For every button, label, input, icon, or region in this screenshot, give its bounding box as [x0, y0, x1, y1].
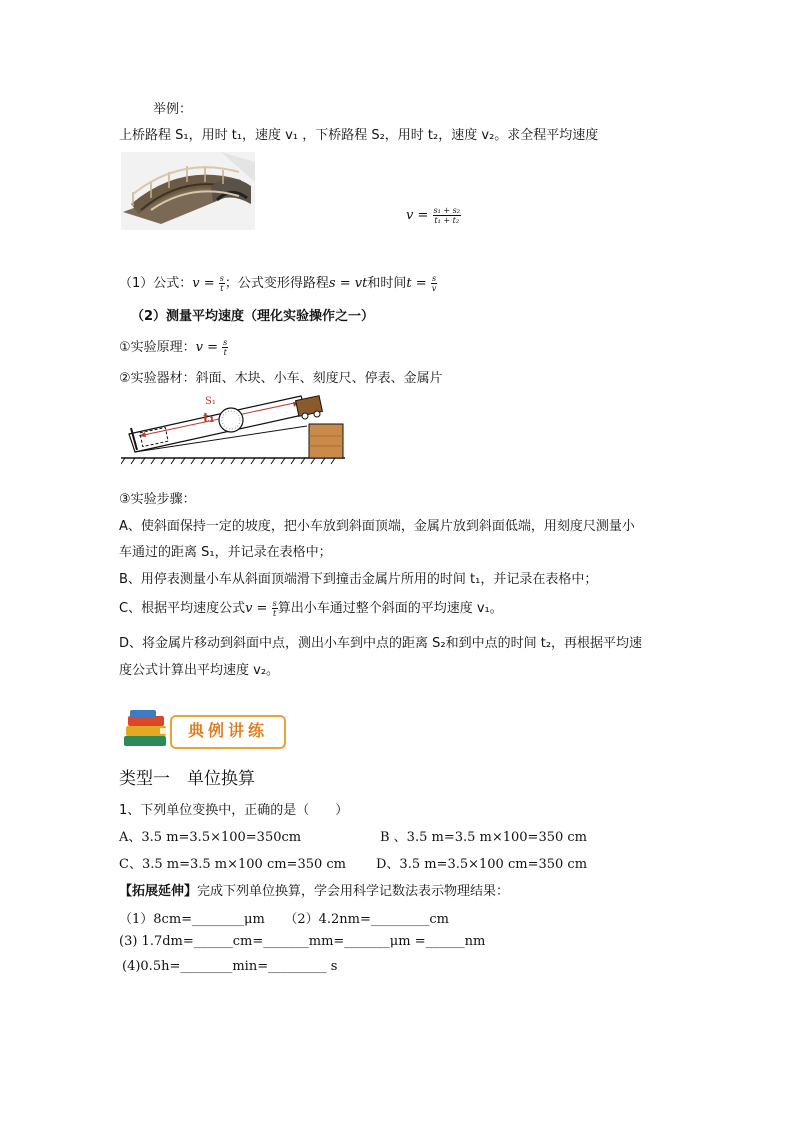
section1-v-eq: v =	[192, 276, 215, 291]
bridge-image	[121, 152, 255, 230]
principle-label: ①实验原理：	[119, 340, 196, 355]
section1-prefix: （1）公式：	[119, 276, 193, 291]
option-c: C、3.5 m=3.5 m×100 cm=350 cm	[119, 857, 346, 872]
step-c	[119, 597, 503, 618]
principle-num: s	[223, 338, 228, 347]
steps-label: ③实验步骤：	[119, 492, 196, 507]
example-problem: 上桥路程 S₁，用时 t₁，速度 v₁ ，下桥路程 S₂，用时 t₂，速度 v₂。求全程平均速度	[119, 128, 599, 143]
diagram-t1-label: t₁	[203, 411, 215, 426]
section2-title: （2）测量平均速度（理化实验操作之一）	[131, 309, 375, 324]
average-speed-formula	[406, 206, 461, 225]
principle-den: t	[223, 348, 227, 357]
principle-line	[119, 336, 228, 357]
formula-fraction	[433, 206, 461, 225]
step-c-num: s	[272, 599, 277, 608]
step-c-suffix: 算出小车通过整个斜面的平均速度 v₁。	[277, 601, 503, 616]
equipment-line: ②实验器材：斜面、木块、小车、刻度尺、停表、金属片	[119, 371, 443, 386]
step-a-line1: A、使斜面保持一定的坡度，把小车放到斜面顶端，金属片放到斜面低端，用刻度尺测量小	[119, 519, 635, 534]
step-b: B、用停表测量小车从斜面顶端滑下到撞击金属片所用的时间 t₁，并记录在表格中；	[119, 572, 598, 587]
books-icon	[120, 706, 172, 750]
type1-title: 类型一 单位换算	[119, 769, 255, 789]
formula-lhs: v =	[406, 208, 429, 223]
section1-v-num: s	[219, 274, 224, 283]
step-c-den: t	[273, 609, 277, 618]
step-d-line1: D、将金属片移动到斜面中点，测出小车到中点的距离 S₂和到中点的时间 t₂，再根据平均速	[119, 636, 643, 651]
section1-t-den: v	[431, 284, 437, 293]
section1-formula-line	[119, 272, 437, 293]
option-d: D、3.5 m=3.5×100 cm=350 cm	[376, 857, 588, 872]
banner-title: 典例讲练	[170, 715, 286, 749]
principle-eq: v =	[195, 340, 219, 355]
extension-line	[119, 880, 509, 899]
formula-numerator: s₁ + s₂	[433, 206, 460, 215]
step-d-line2: 度公式计算出平均速度 v₂。	[119, 663, 280, 678]
option-b: B 、3.5 m=3.5 m×100=350 cm	[380, 830, 587, 845]
section1-v-den: t	[220, 284, 224, 293]
section1-and-time: 和时间	[367, 276, 407, 291]
incline-diagram	[121, 392, 349, 466]
extension-text: 完成下列单位换算，学会用科学记数法表示物理结果：	[197, 884, 510, 899]
example-heading: 举例：	[153, 102, 193, 117]
section1-middle: ；公式变形得路程	[224, 276, 329, 291]
option-a: A、3.5 m=3.5×100=350cm	[119, 830, 302, 845]
section1-t-fraction	[431, 274, 438, 293]
section1-t-eq: t =	[406, 276, 427, 291]
formula-denominator: t₁ + t₂	[434, 216, 460, 225]
step-a-line2: 车通过的距离 S₁，并记录在表格中；	[119, 545, 332, 560]
conversion-line-3: (3) 1.7dm=______cm=_______mm=_______μm =______nm	[119, 934, 486, 949]
section1-t-num: s	[431, 274, 437, 283]
step-c-eq: v =	[245, 601, 268, 616]
conversion-line-1: （1）8cm=________μm （2）4.2nm=_________cm	[119, 912, 449, 927]
diagram-s1-label: S₁	[205, 396, 216, 407]
question-1: 1、下列单位变换中，正确的是（ ）	[119, 803, 349, 818]
step-c-prefix: C、根据平均速度公式	[119, 601, 246, 616]
section1-s-eq: s = vt	[328, 276, 368, 291]
principle-fraction	[222, 338, 228, 357]
conversion-line-4: (4)0.5h=________min=_________ s	[122, 959, 338, 974]
extension-label: 【拓展延伸】	[119, 884, 198, 899]
